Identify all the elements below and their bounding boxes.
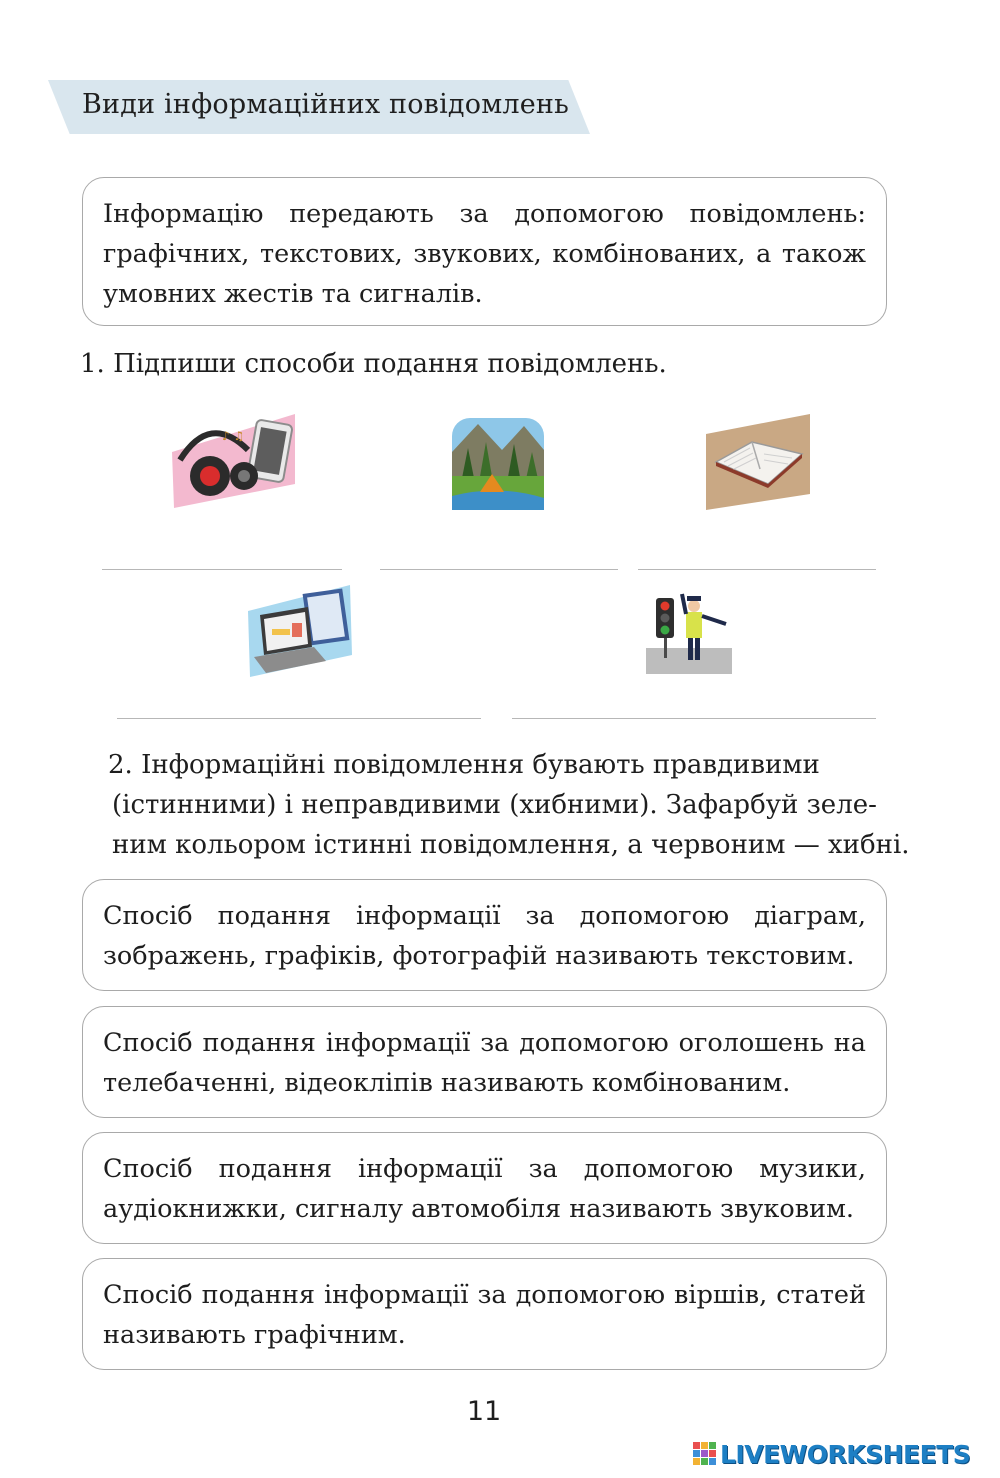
svg-text:♪ ♫: ♪ ♫	[222, 429, 245, 443]
statement-box[interactable]	[82, 879, 887, 991]
open-book-icon	[702, 414, 812, 512]
info-text: Інформацію передають за допомогою повідомлень: графічних, текстових, звукових, комбінованих, а також умовних жестів та сигналів.	[103, 199, 866, 309]
task2-line-2: (істинними) і неправдивими (хибними). Зафарбуй зеле-	[112, 790, 877, 820]
answer-line-1[interactable]	[102, 569, 342, 570]
brand-text: LIVEWORKSHEETS	[720, 1440, 971, 1469]
section-title: Види інформаційних повідомлень	[82, 89, 570, 120]
answer-line-5[interactable]	[512, 718, 876, 719]
page-number: 11	[466, 1396, 502, 1427]
task1-prompt: 1. Підпиши способи подання повідомлень.	[80, 349, 667, 379]
answer-line-4[interactable]	[117, 718, 481, 719]
statement-text: Спосіб подання інформації за допомогою музики, аудіокнижки, сигналу автомобіля називають звуковим.	[103, 1154, 866, 1224]
headphones-tablet-icon	[170, 412, 298, 510]
answer-line-3[interactable]	[638, 569, 876, 570]
traffic-controller-icon	[646, 590, 734, 674]
task2-line-1: 2. Інформаційні повідомлення бувають правдивими	[108, 750, 820, 780]
info-box	[82, 177, 887, 326]
task2-line-3: ним кольором істинні повідомлення, а червоним — хибні.	[112, 830, 910, 860]
brand-icon	[692, 1440, 718, 1470]
statement-box[interactable]	[82, 1006, 887, 1118]
statement-text: Спосіб подання інформації за допомогою віршів, статей називають графічним.	[103, 1280, 866, 1350]
statement-box[interactable]	[82, 1258, 887, 1370]
landscape-camping-icon	[452, 418, 544, 510]
statement-text: Спосіб подання інформації за допомогою оголошень на телебаченні, відеокліпів називають комбінованим.	[103, 1028, 866, 1098]
brand-logo	[692, 1440, 992, 1470]
statement-text: Спосіб подання інформації за допомогою діаграм, зображень, графіків, фотографій називають текстовим.	[103, 901, 866, 971]
answer-line-2[interactable]	[380, 569, 618, 570]
statement-box[interactable]	[82, 1132, 887, 1244]
laptop-tablet-icon	[246, 585, 354, 681]
